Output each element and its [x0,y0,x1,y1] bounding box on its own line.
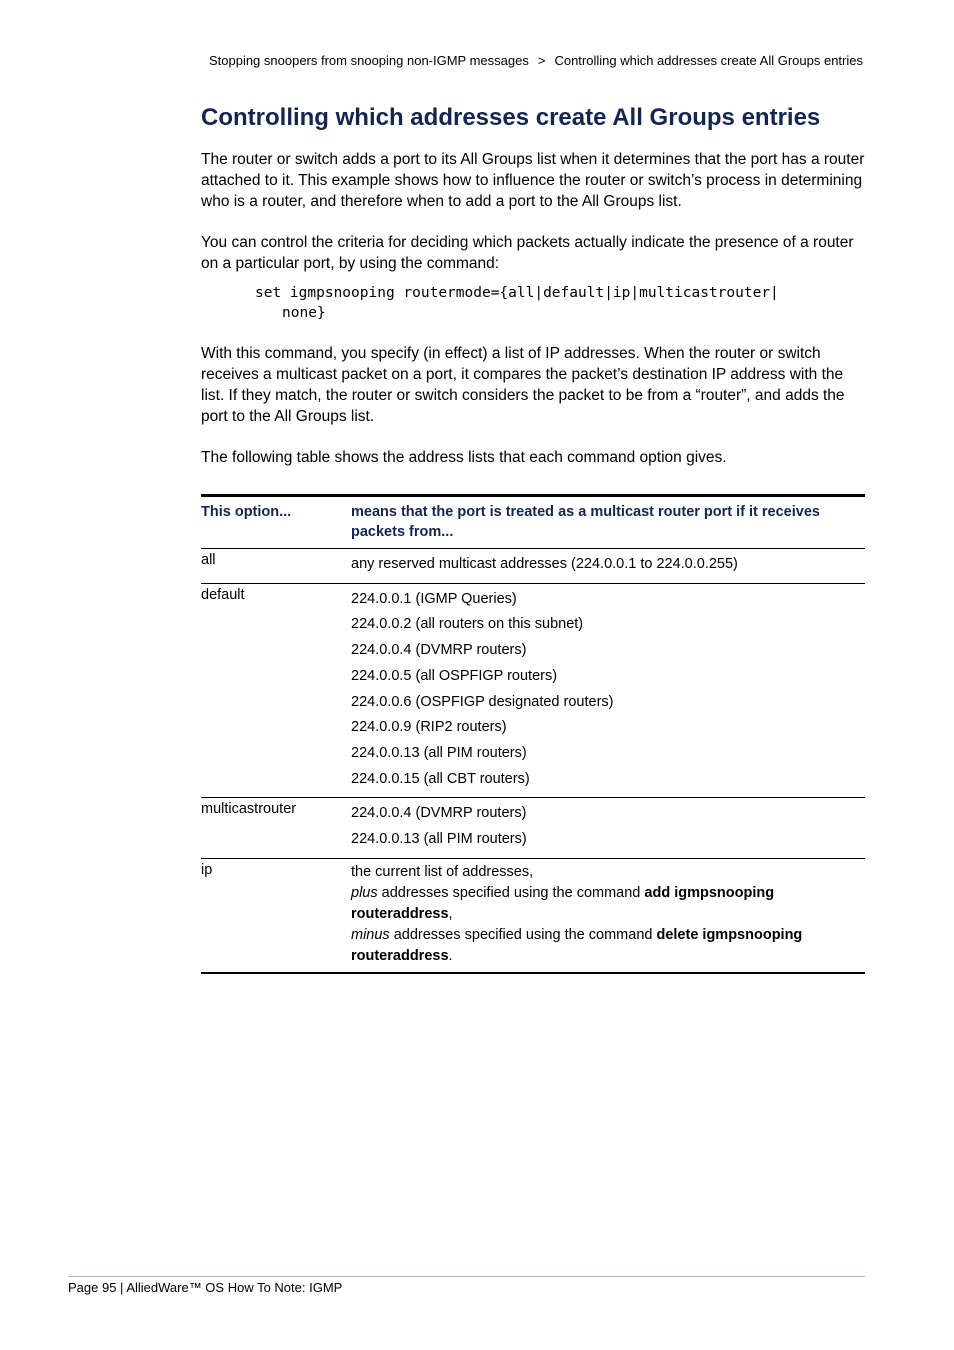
option-values [351,583,865,798]
option-values [351,798,865,858]
address-item: 224.0.0.9 (RIP2 routers) [351,719,507,736]
option-name: multicastrouter [201,801,297,818]
explanation-paragraph: With this command, you specify (in effect) a list of IP addresses. When the router or switch receives a multicast packet on a port, it compares the packet’s destination IP address with the list. If they match, the router or switch considers the packet to be from a “router”, and adds the port to the All Groups list. [201,345,845,425]
minus-command: delete igmpsnooping routeraddress [351,926,803,964]
header-meaning: means that the port is treated as a multicast router port if it receives packets from... [351,504,820,540]
option-values [351,858,865,973]
intro-paragraph: The router or switch adds a port to its All Groups list when it determines that the port has a router attached to it. This example shows how to influence the router or switch’s process in determining who is a router, and therefore when to add a port to the All Groups list. [201,151,865,210]
option-name: all [201,552,216,568]
ip-current-list: the current list of addresses, [351,863,534,880]
minus-text: addresses specified using the command [389,926,657,943]
table-intro-paragraph: The following table shows the address lists that each command option gives. [201,449,727,466]
plus-end: , [448,905,453,922]
minus-word: minus [351,926,390,943]
command-line-2: none} [282,305,326,321]
address-item: 224.0.0.5 (all OSPFIGP routers) [351,667,558,684]
command-syntax [255,283,779,323]
page-title: Controlling which addresses create All Groups entries [201,104,821,131]
breadcrumb-separator: > [537,53,546,68]
page-footer: Page 95 | AlliedWare™ OS How To Note: IGMP [68,1280,343,1295]
breadcrumb [209,53,863,68]
breadcrumb-current: Controlling which addresses create All Groups entries [554,53,863,68]
options-table [201,494,865,974]
address-item: any reserved multicast addresses (224.0.0.1 to 224.0.0.255) [351,556,738,572]
address-item: 224.0.0.6 (OSPFIGP designated routers) [351,693,614,710]
option-name: default [201,586,245,603]
criteria-paragraph: You can control the criteria for deciding which packets actually indicate the presence of a router on a particular port, by using the command: [201,234,854,272]
table-row-multicastrouter [201,798,865,858]
plus-text: addresses specified using the command [377,884,645,901]
option-name: ip [201,861,213,878]
table-row-default [201,583,865,798]
table-header-row [201,496,865,549]
option-values [351,549,865,584]
plus-command: add igmpsnooping routeraddress [351,884,775,922]
ip-plus-line [351,883,865,925]
table-row-all [201,549,865,584]
address-item: 224.0.0.1 (IGMP Queries) [351,590,517,607]
address-item: 224.0.0.13 (all PIM routers) [351,831,527,848]
footer-divider [68,1276,865,1277]
header-option: This option... [201,504,292,520]
plus-word: plus [351,884,378,901]
breadcrumb-parent: Stopping snoopers from snooping non-IGMP messages [208,53,529,68]
table-row-ip [201,858,865,973]
command-line-1: set igmpsnooping routermode={all|default|ip|multicastrouter| [255,285,779,301]
address-item: 224.0.0.4 (DVMRP routers) [351,642,527,659]
address-item: 224.0.0.4 (DVMRP routers) [351,805,527,822]
address-item: 224.0.0.15 (all CBT routers) [351,770,530,787]
address-item: 224.0.0.2 (all routers on this subnet) [351,616,584,633]
minus-end: . [448,947,453,964]
ip-minus-line [351,925,865,967]
address-item: 224.0.0.13 (all PIM routers) [351,744,527,761]
